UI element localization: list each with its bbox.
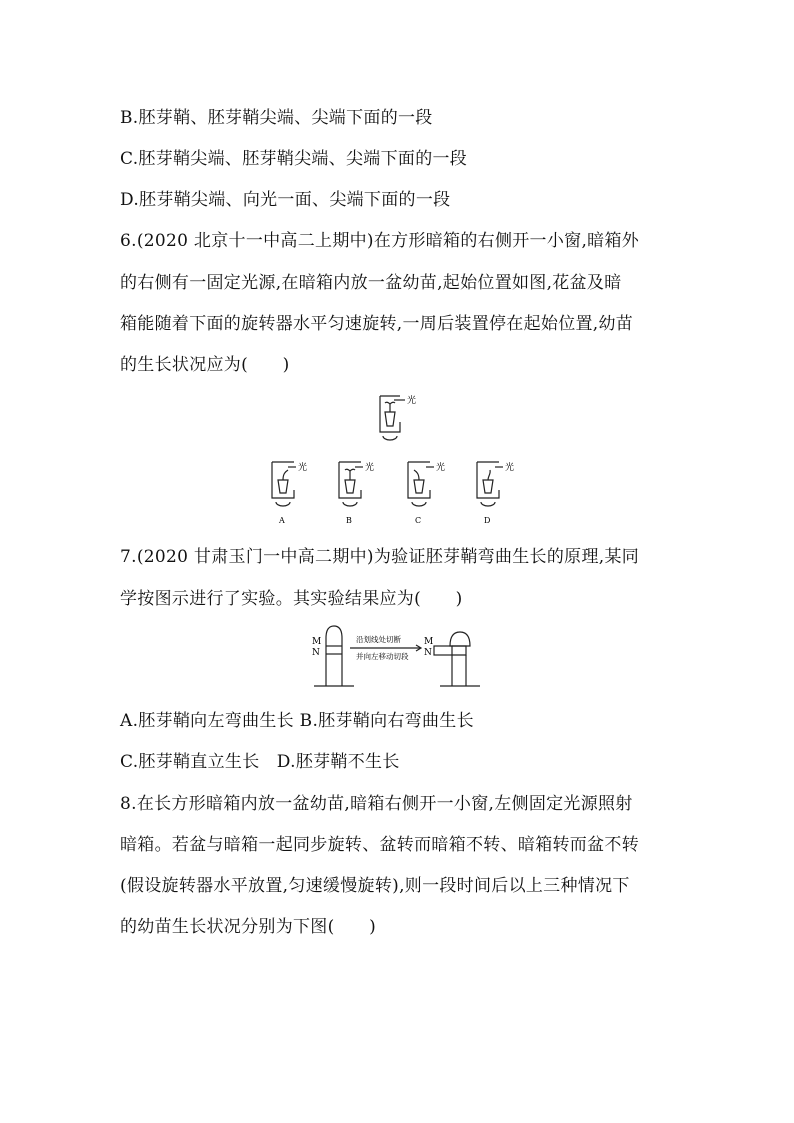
light-label-d: 光 [505,463,515,473]
light-label-top: 光 [407,396,417,406]
label-n-left: N [312,648,320,658]
option-b-label: B [346,516,352,525]
question-6-line-3: 箱能随着下面的旋转器水平匀速旋转,一周后装置停在起始位置,幼苗 [120,314,634,334]
question-8-line-1: 8.在长方形暗箱内放一盆幼苗,暗箱右侧开一小窗,左侧固定光源照射 [120,794,633,814]
question-7-options-ab: A.胚芽鞘向左弯曲生长 B.胚芽鞘向右弯曲生长 [120,711,474,731]
figure-seedling-darkbox [262,392,532,527]
option-d-line: D.胚芽鞘尖端、向光一面、尖端下面的一段 [120,190,451,210]
question-6-line-2: 的右侧有一固定光源,在暗箱内放一盆幼苗,起始位置如图,花盆及暗 [120,273,622,293]
question-8-line-3: (假设旋转器水平放置,匀速缓慢旋转),则一段时间后以上三种情况下 [120,876,630,896]
label-m-left: M [312,637,322,647]
label-m-right: M [424,637,434,647]
question-7-line-2: 学按图示进行了实验。其实验结果应为( ) [120,589,463,609]
question-7-line-1: 7.(2020 甘肃玉门一中高二期中)为验证胚芽鞘弯曲生长的原理,某同 [120,547,640,567]
option-c-label: C [415,516,422,525]
step-2-text: 并向左移动切段 [356,652,409,661]
question-8-line-4: 的幼苗生长状况分别为下图( ) [120,917,377,937]
light-label-a: 光 [298,463,308,473]
option-d-box [477,462,503,506]
option-a-box [272,462,296,506]
figure-coleoptile-cut [310,624,490,690]
step-1-text: 沿划线处切断 [356,635,401,644]
light-label-b: 光 [365,463,375,473]
question-6-line-4: 的生长状况应为( ) [120,355,290,375]
option-b-line: B.胚芽鞘、胚芽鞘尖端、尖端下面的一段 [120,108,433,128]
label-n-right: N [424,648,432,658]
option-d-label: D [484,516,491,525]
light-label-c: 光 [436,463,446,473]
question-7-options-cd: C.胚芽鞘直立生长 D.胚芽鞘不生长 [120,752,400,772]
question-6-line-1: 6.(2020 北京十一中高二上期中)在方形暗箱的右侧开一小窗,暗箱外 [120,231,640,251]
question-8-line-2: 暗箱。若盆与暗箱一起同步旋转、盆转而暗箱不转、暗箱转而盆不转 [120,835,639,855]
option-b-box [339,462,363,506]
option-c-box [408,462,434,506]
left-coleoptile [326,626,342,686]
option-a-label: A [279,516,285,525]
option-c-line: C.胚芽鞘尖端、胚芽鞘尖端、尖端下面的一段 [120,149,468,169]
right-tip [450,632,470,646]
start-box [380,396,405,440]
